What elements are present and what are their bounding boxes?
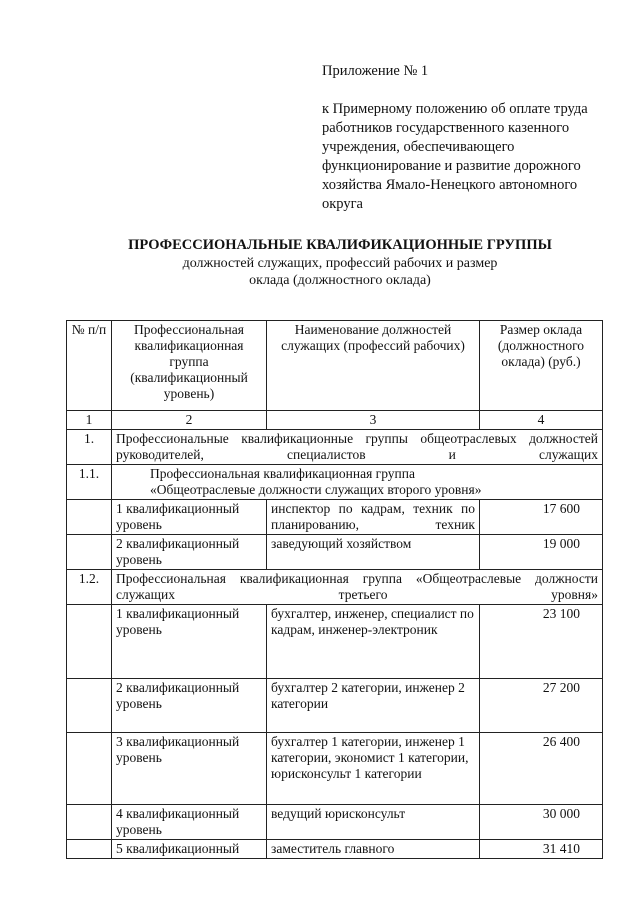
level-cell: 5 квалификационный	[112, 840, 267, 859]
section-num: 1.	[67, 430, 112, 465]
salary-cell: 27 200	[480, 679, 603, 733]
positions-cell: заместитель главного	[267, 840, 480, 859]
col-number: 3	[267, 411, 480, 430]
level-cell: 4 квалификационный уровень	[112, 805, 267, 840]
level-cell: 3 квалификационный уровень	[112, 733, 267, 805]
table-row	[67, 500, 603, 535]
level-cell: 1 квалификационный уровень	[112, 500, 267, 535]
appendix-line: округа	[322, 196, 363, 212]
title-line-2: оклада (должностного оклада)	[249, 273, 431, 288]
section-row	[67, 430, 603, 465]
table-row	[67, 733, 603, 805]
document-title	[40, 236, 640, 289]
appendix-line: учреждения, обеспечивающего	[322, 139, 515, 155]
level-cell: 2 квалификационный уровень	[112, 679, 267, 733]
table-row	[67, 679, 603, 733]
section-text: Профессиональные квалификационные группы общеотраслевых должностей руководителей, специалистов и служащих	[112, 430, 603, 465]
table-row	[67, 840, 603, 859]
group-row	[67, 570, 603, 605]
table-row	[67, 605, 603, 679]
appendix-block	[322, 62, 612, 214]
positions-cell: бухгалтер, инженер, специалист по кадрам, инженер-электроник	[267, 605, 480, 679]
col-number: 4	[480, 411, 603, 430]
column-number-row	[67, 411, 603, 430]
salary-cell: 26 400	[480, 733, 603, 805]
positions-cell: ведущий юрисконсульт	[267, 805, 480, 840]
salary-table	[66, 320, 603, 859]
group-num: 1.1.	[67, 465, 112, 500]
positions-cell: бухгалтер 2 категории, инженер 2 категории	[267, 679, 480, 733]
title-heading: ПРОФЕССИОНАЛЬНЫЕ КВАЛИФИКАЦИОННЫЕ ГРУППЫ	[128, 237, 552, 253]
salary-cell: 30 000	[480, 805, 603, 840]
level-cell: 2 квалификационный уровень	[112, 535, 267, 570]
group-title	[112, 465, 603, 500]
col-number: 2	[112, 411, 267, 430]
level-cell: 1 квалификационный уровень	[112, 605, 267, 679]
header-positions: Наименование должностей служащих (профессий рабочих)	[267, 321, 480, 411]
appendix-line: хозяйства Ямало-Ненецкого автономного	[322, 177, 578, 193]
group-title-line: «Общеотраслевые должности служащих второго уровня»	[150, 482, 482, 497]
salary-cell: 23 100	[480, 605, 603, 679]
group-num: 1.2.	[67, 570, 112, 605]
appendix-number: Приложение № 1	[322, 63, 429, 79]
appendix-line: функционирование и развитие дорожного	[322, 158, 581, 174]
col-number: 1	[67, 411, 112, 430]
group-title-line: Профессиональная квалификационная группа	[150, 466, 415, 481]
salary-cell: 31 410	[480, 840, 603, 859]
salary-cell: 19 000	[480, 535, 603, 570]
header-group: Профессиональная квалификационная группа (квалификационный уровень)	[112, 321, 267, 411]
positions-cell: бухгалтер 1 категории, инженер 1 категории, экономист 1 категории, юрисконсульт 1 категории	[267, 733, 480, 805]
title-line-1: должностей служащих, профессий рабочих и размер	[182, 256, 498, 271]
appendix-line: к Примерному положению об оплате труда	[322, 101, 588, 117]
header-num: № п/п	[67, 321, 112, 411]
table-row	[67, 805, 603, 840]
group-row	[67, 465, 603, 500]
appendix-line: работников государственного казенного	[322, 120, 570, 136]
header-salary: Размер оклада (должностного оклада) (руб.)	[480, 321, 603, 411]
positions-cell: инспектор по кадрам, техник по планированию, техник	[267, 500, 480, 535]
salary-cell: 17 600	[480, 500, 603, 535]
positions-cell: заведующий хозяйством	[267, 535, 480, 570]
group-title: Профессиональная квалификационная группа «Общеотраслевые должности служащих третьего уровня»	[112, 570, 603, 605]
table-row	[67, 535, 603, 570]
table-header-row	[67, 321, 603, 411]
